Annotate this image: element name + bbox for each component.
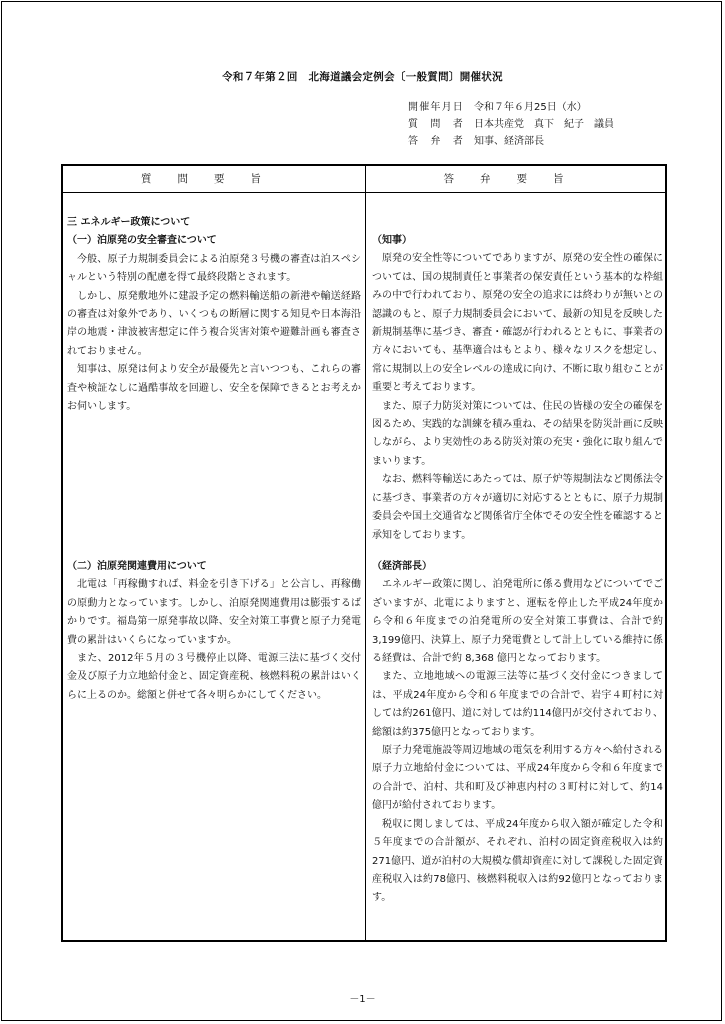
question-paragraph: 知事は、原発は何より安全が最優先と言いつつも、これらの審査や検証なしに過酷事故を回避し、安全を保障できるとお考えかお伺いします。: [67, 364, 361, 413]
document-title: 令和７年第２回 北海道議会定例会〔一般質問〕開催状況: [222, 71, 503, 83]
question-paragraph: しかし、原発敷地外に建設予定の燃料輸送船の新港や輸送経路の審査は対象外であり、いくつもの断層に関する知見や日本海沿岸の地震・津波被害想定に伴う複合災害対策や避難計画も審査されておりません。: [67, 290, 361, 357]
column-divider: [365, 166, 366, 940]
answer-speaker-heading: （知事）: [372, 235, 412, 246]
meeting-meta: [408, 99, 614, 150]
meta-questioner-row: [408, 116, 614, 133]
meta-questioner-value: 日本共産党 真下 紀子 議員: [474, 119, 614, 130]
question-block-2: [67, 558, 361, 705]
answer-speaker-heading: （経済部長）: [372, 561, 432, 572]
answer-paragraph: また、原子力防災対策については、住民の皆様の安全の確保を図るため、実践的な訓練を積み重ね、その結果を防災計画に反映しながら、より実効性のある防災対策の充実・強化に取り組んでまいります。: [372, 400, 663, 467]
section-heading: 三 エネルギー政策について: [67, 217, 191, 228]
answer-block-1: [372, 232, 663, 545]
meta-questioner-label: 質 問 者: [408, 119, 464, 130]
question-paragraph: 北電は「再稼働すれば、料金を引き下げる」と公言し、再稼働の原動力となっています。しかし、泊原発関連費用は膨張するばかりです。福島第一原発事故以降、安全対策工事費と原子力発電費の累計はいくらになっていますか。: [67, 579, 361, 646]
answer-paragraph: エネルギー政策に関し、泊発電所に係る費用などについてでございますが、北電によりますと、運転を停止した平成24年度から令和６年度までの泊発電所の安全対策工事費は、合計で約3,199億円、決算上、原子力発電費として計上している維持に係る経費は、合計で約 8,368 億円となっております。: [372, 579, 663, 665]
qa-table: [61, 164, 667, 942]
meta-date-label: 開催年月日: [408, 102, 464, 113]
answer-paragraph: 原子力発電施設等周辺地域の電気を利用する方々へ給付される原子力立地給付金については、平成24年度から令和６年度までの合計で、泊村、共和町及び神恵内村の３町村に対して、約14億円が給付されております。: [372, 745, 663, 812]
answer-paragraph: 税収に関しましては、平成24年度から収入額が確定した令和５年度までの合計額が、それぞれ、泊村の固定資産税収入は約271億円、道が泊村の大規模な償却資産に対して課税した固定資産税収入は約78億円、核燃料税収入は約92億円となっております。: [372, 818, 663, 904]
answer-block-2: [372, 558, 663, 908]
meta-date-value: 令和７年６月25日（水）: [474, 102, 587, 113]
question-block-1: [67, 214, 361, 416]
subsection-heading: （一）泊原発の安全審査について: [67, 235, 217, 247]
question-paragraph: また、2012年５月の３号機停止以降、電源三法に基づく交付金及び原子力立地給付金と、固定資産税、核燃料税の累計はいくらに上るのか。総額と併せて各々明らかにしてください。: [67, 653, 361, 701]
meta-responder-label: 答 弁 者: [408, 136, 464, 147]
answer-paragraph: また、立地地域への電源三法等に基づく交付金につきましては、平成24年度から令和６年度までの合計で、岩宇４町村に対しては約261億円、道に対しては約114億円が交付されており、総額は約375億円となっております。: [372, 671, 663, 738]
answer-paragraph: 原発の安全性等についてでありますが、原発の安全性の確保については、国の規制責任と事業者の保安責任という基本的な枠組みの中で行われており、原発の安全の追求には終わりが無いとの認識のもと、原子力規制委員会において、最新の知見を反映した新規制基準に基づき、審査・確認が行われるとともに、事業者の方々においても、基準適合はもとより、様々なリスクを想定し、常に規制以上の安全レベルの達成に向け、不断に取り組むことが重要と考えております。: [372, 253, 663, 394]
table-header: [63, 166, 665, 193]
answer-paragraph: なお、燃料等輸送にあたっては、原子炉等規制法など関係法令に基づき、事業者の方々が適切に対応するとともに、原子力規制委員会や国土交通省など関係省庁全体でその安全性を確認すると承知をしております。: [372, 474, 663, 541]
meta-responder-row: [408, 133, 614, 150]
subsection-heading: （二）泊原発関連費用について: [67, 561, 207, 572]
question-paragraph: 今般、原子力規制委員会による泊原発３号機の審査は泊スペシャルという特別の配慮を得て最終段階とされます。: [67, 253, 361, 284]
meta-date-row: [408, 99, 614, 116]
page-number: －1－: [349, 994, 376, 1005]
meta-responder-value: 知事、経済部長: [474, 136, 544, 147]
header-question-summary: 質問要旨: [141, 173, 287, 185]
header-answer-summary: 答弁要旨: [443, 173, 590, 185]
